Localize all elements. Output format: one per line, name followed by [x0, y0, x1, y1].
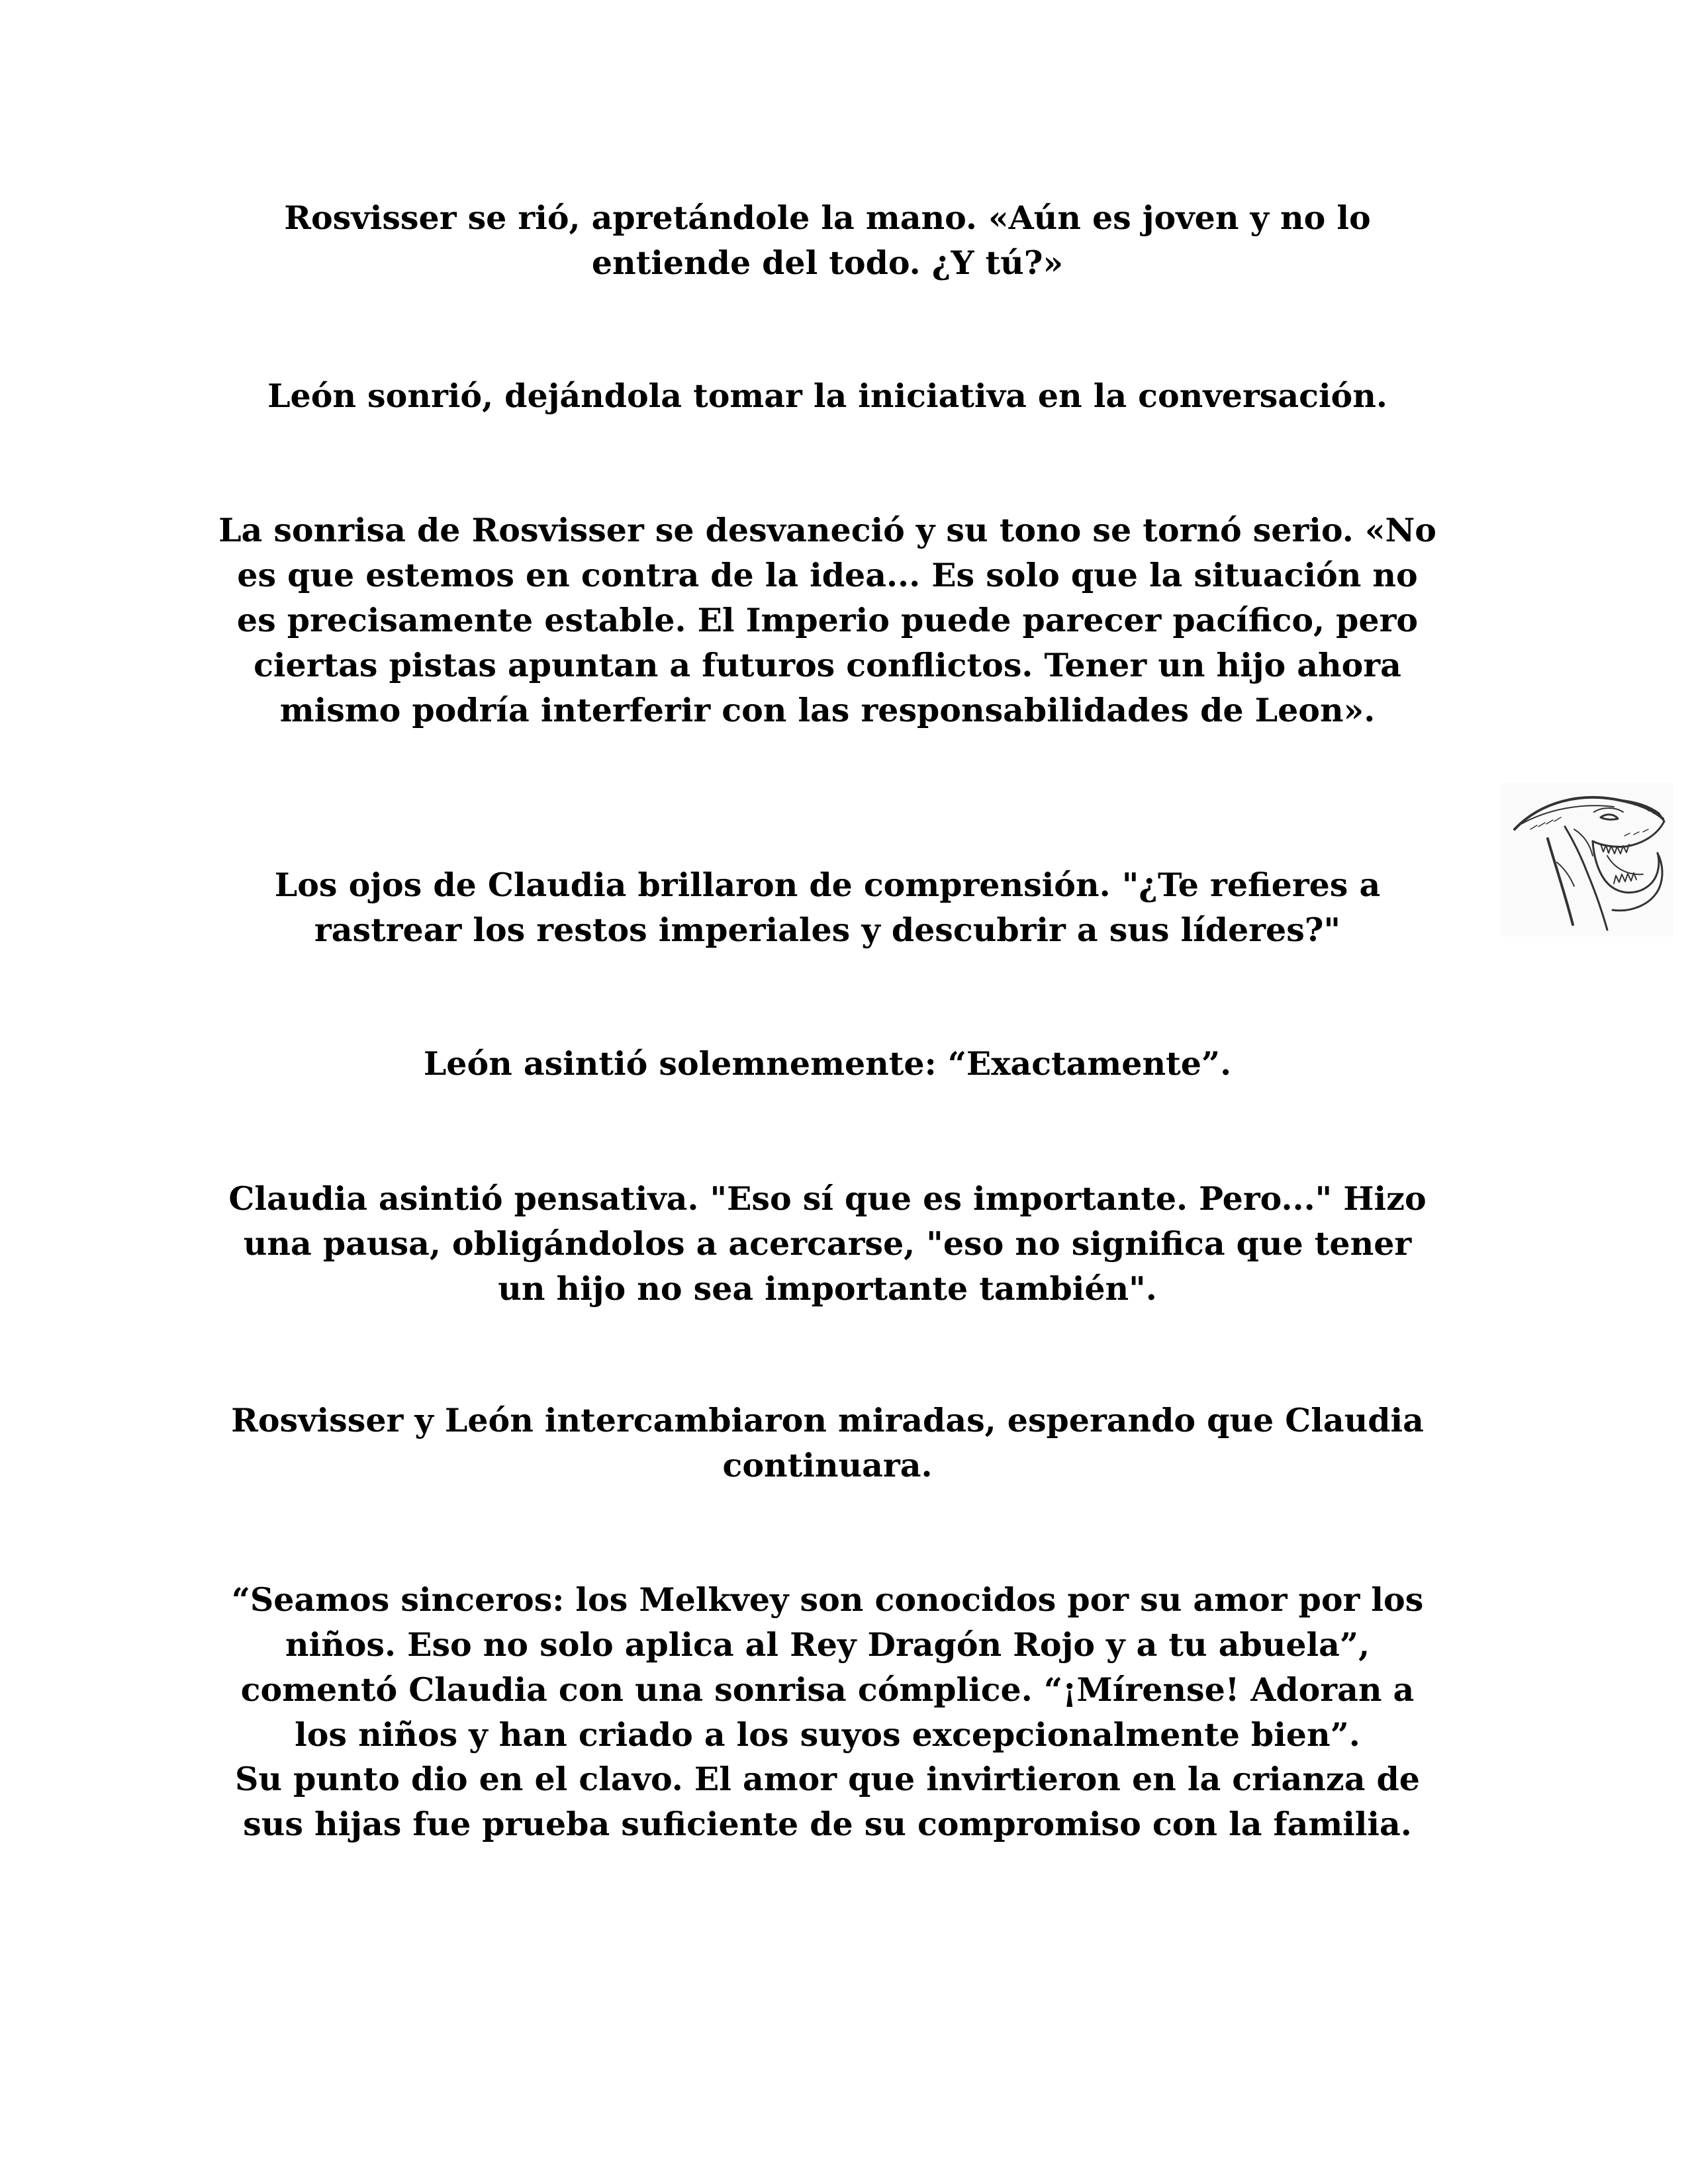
paragraph-8: “Seamos sinceros: los Melkvey son conocidos por su amor por los niños. Eso no solo aplica al Rey Dragón Rojo y a tu abuela”, comentó Claudia con una sonrisa cómplice. “¡Mírense! Adoran a los niños y han criado a los suyos excepcionalmente bien”. [231, 1580, 1424, 1754]
paragraph-2: León sonrió, dejándola tomar la iniciativa en la conversación. [267, 377, 1387, 415]
paragraph-1: Rosvisser se rió, apretándole la mano. «Aún es joven y no lo entiende del todo. ¿Y tú?» [284, 199, 1371, 282]
paragraph-7: Rosvisser y León intercambiaron miradas, esperando que Claudia continuara. [231, 1401, 1424, 1484]
paragraph-5: León asintió solemnemente: “Exactamente”. [423, 1044, 1232, 1083]
paragraph-9: Su punto dio en el clavo. El amor que invirtieron en la crianza de sus hijas fue prueba suficiente de su compromiso con la familia. [235, 1760, 1420, 1843]
paragraph-3: La sonrisa de Rosvisser se desvaneció y su tono se tornó serio. «No es que estemos en contra de la idea... Es solo que la situación no es precisamente estable. El Imperio puede parecer pacífico, pero ciertas pistas apuntan a futuros conflictos. Tener un hijo ahora mismo podría interferir con las responsabilidades de Leon». [218, 511, 1436, 729]
paragraph-6: Claudia asintió pensativa. "Eso sí que es importante. Pero..." Hizo una pausa, obligándolos a acercarse, "eso no significa que tener un hijo no sea importante también". [228, 1179, 1427, 1308]
dinosaur-head-sketch-icon [1501, 783, 1673, 936]
paragraph-4: Los ojos de Claudia brillaron de comprensión. "¿Te refieres a rastrear los restos imperiales y descubrir a sus líderes?" [274, 866, 1381, 949]
